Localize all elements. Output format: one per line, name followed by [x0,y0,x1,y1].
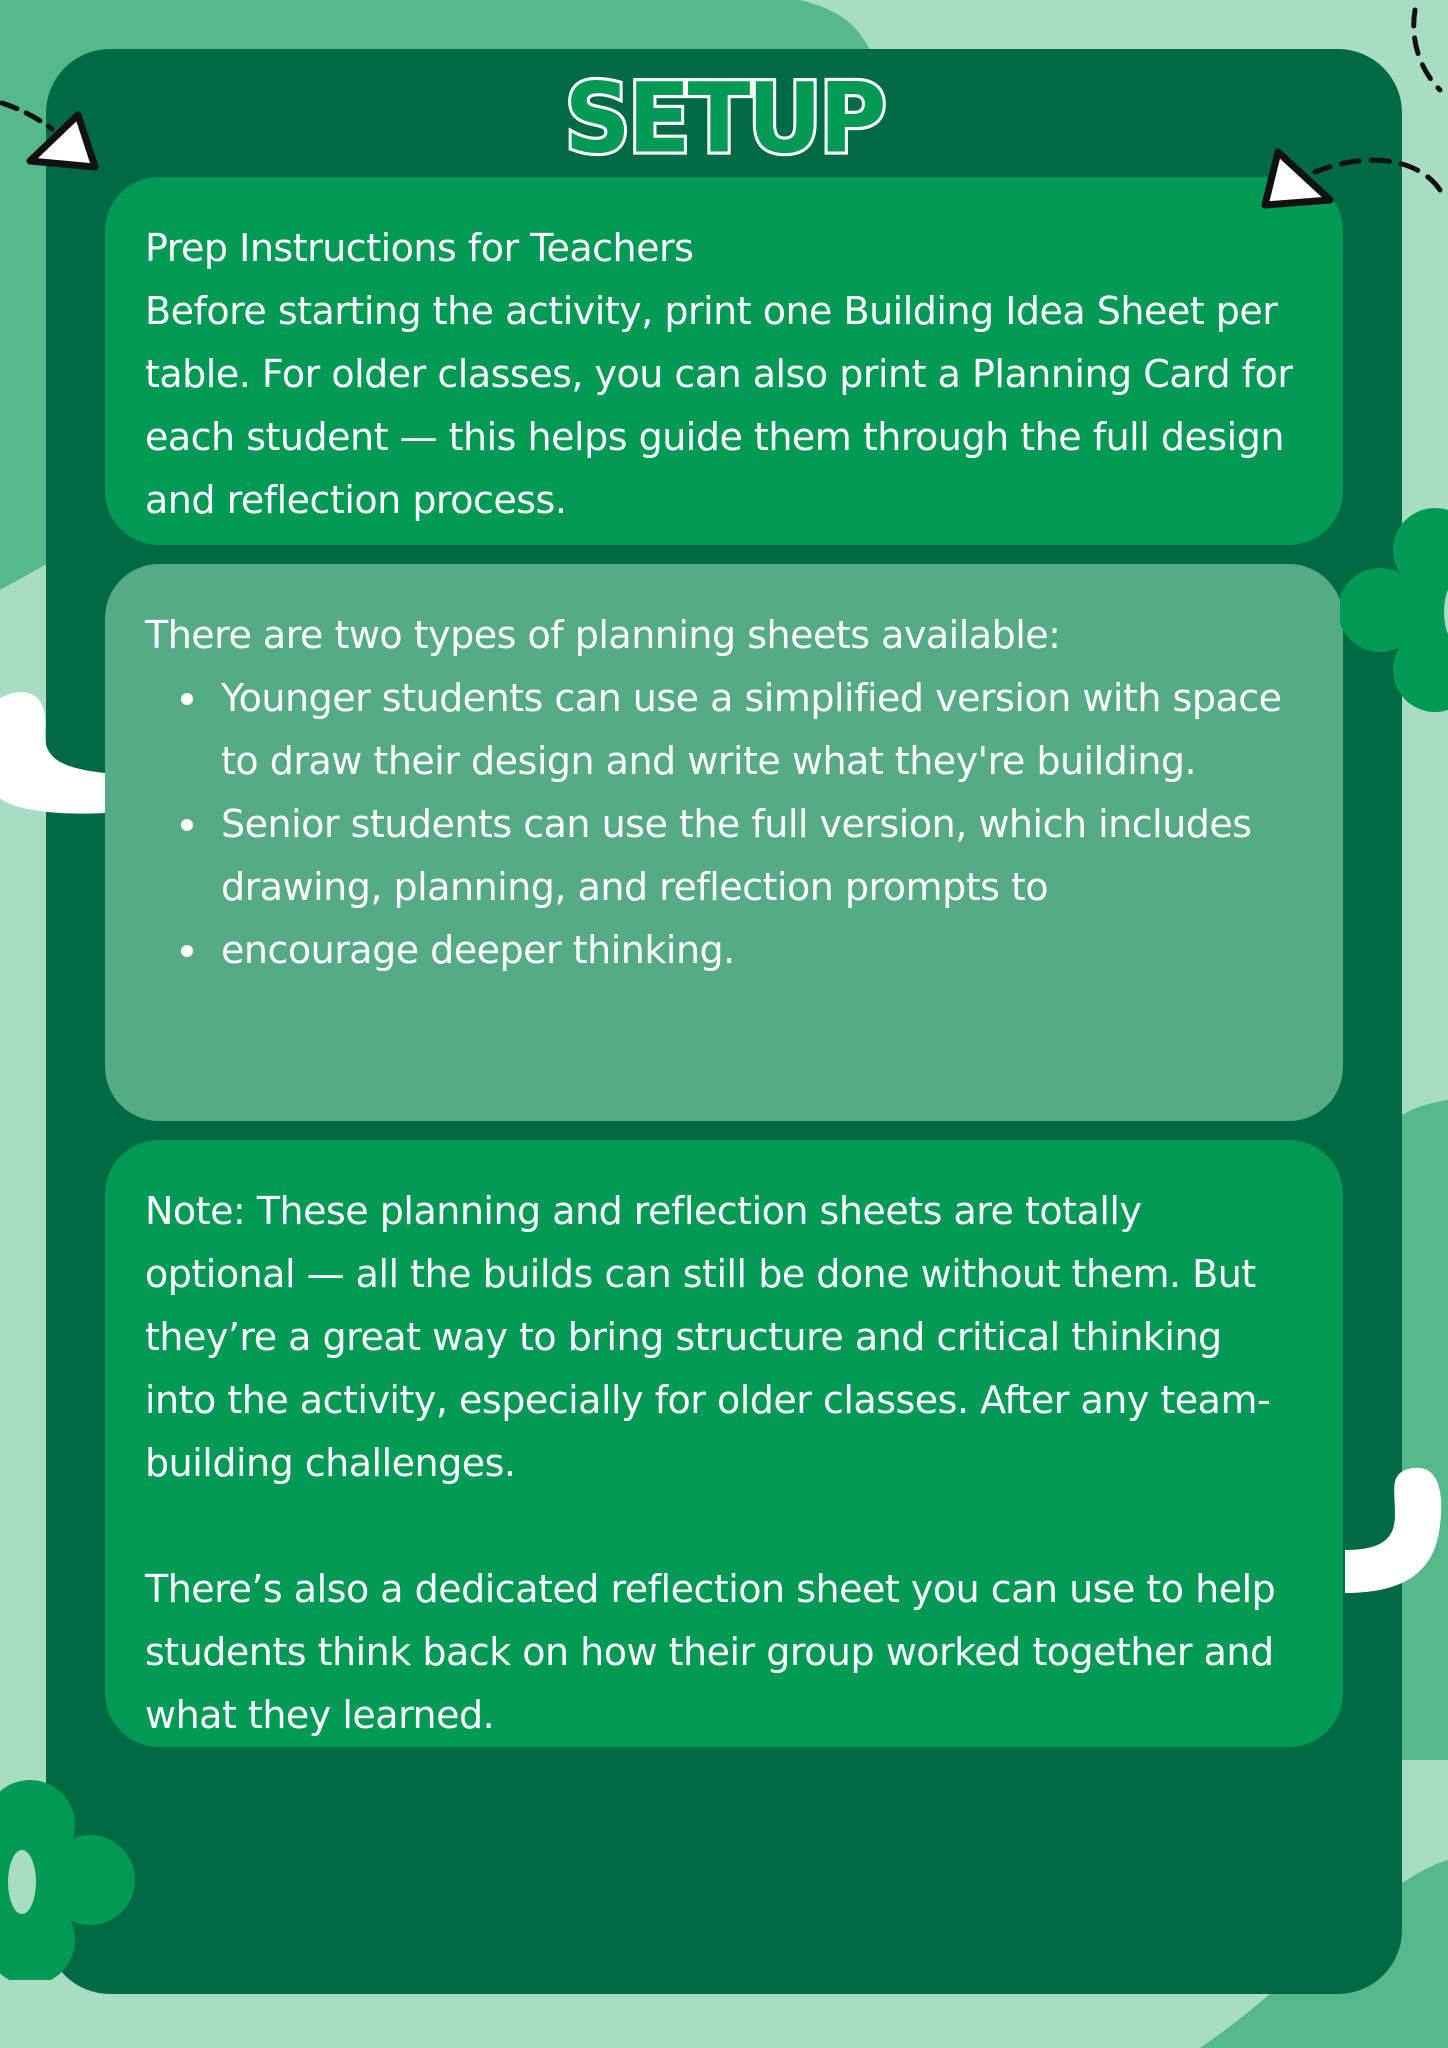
white-blob-shape [0,688,110,818]
flower-icon [1340,500,1448,720]
dashed-arrow-icon [0,95,110,185]
dashed-arrow-icon [1230,0,1448,220]
paragraph-spacer [145,1495,1303,1558]
note-paragraph: Note: These planning and reflection sheets are totally optional — all the builds can still be done without them. But they’re a great way to bring structure and critical thinking into the activity, especially for older classes. After any team-building challenges. [145,1189,1271,1485]
page-title: SETUP [564,62,884,175]
prep-instructions-card [105,177,1343,545]
types-bullet-list [145,667,1303,982]
note-card [105,1140,1343,1747]
bullet-item: Younger students can use a simplified version with space to draw their design and write what they're building. [181,667,1303,793]
flower-icon [0,1780,140,1980]
white-blob-shape [1340,1465,1448,1595]
bullet-item: encourage deeper thinking. [181,919,1303,982]
reflection-paragraph: There’s also a dedicated reflection sheet you can use to help students think back on how their group worked together and what they learned. [145,1567,1276,1737]
types-intro: There are two types of planning sheets available: [145,613,1061,657]
prep-heading: Prep Instructions for Teachers [145,226,694,270]
planning-sheet-types-card [105,564,1343,1121]
bullet-item: Senior students can use the full version, which includes drawing, planning, and reflection prompts to [181,793,1303,919]
prep-body: Before starting the activity, print one Building Idea Sheet per table. For older classes, you can also print a Planning Card for each student — this helps guide them through the full design and reflection process. [145,289,1293,522]
